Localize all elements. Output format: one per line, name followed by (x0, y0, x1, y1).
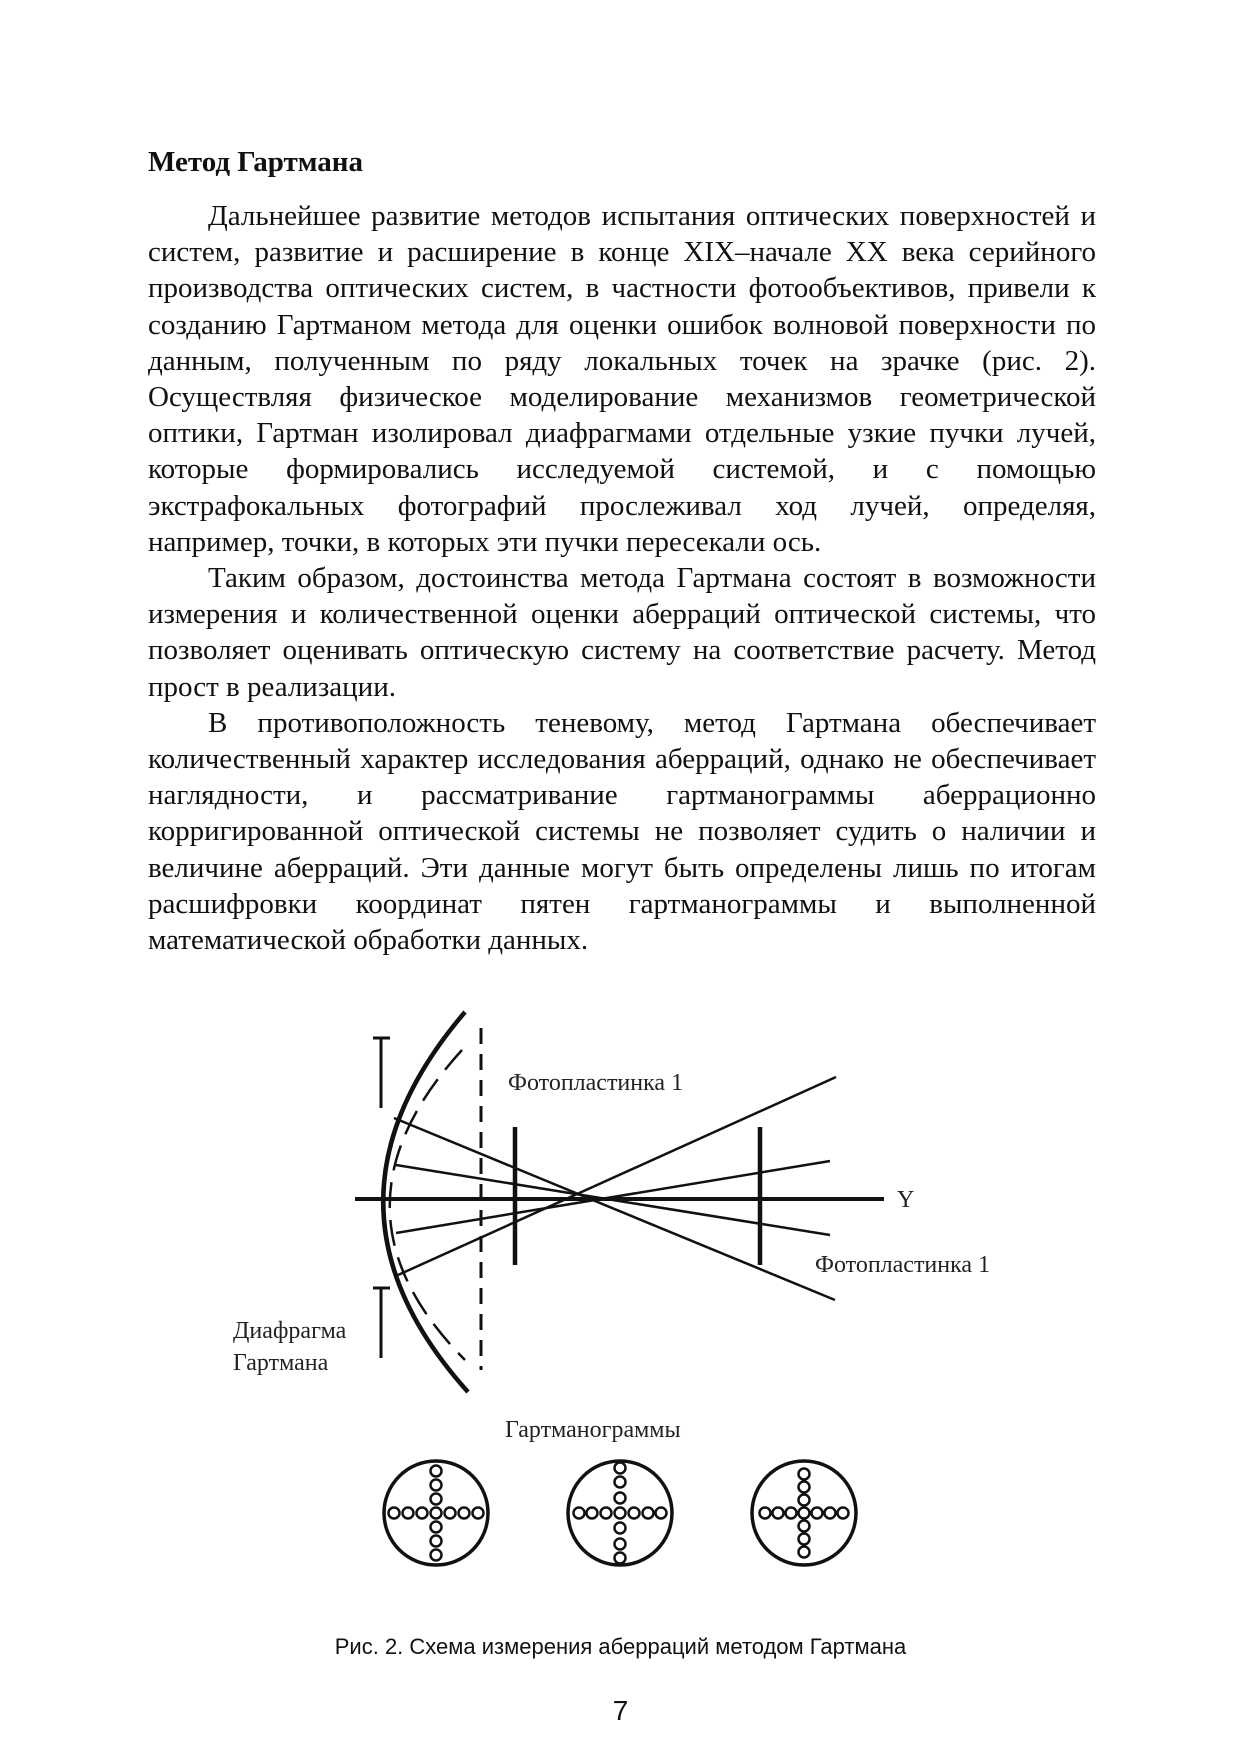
spot (799, 1534, 810, 1545)
spot (799, 1482, 810, 1493)
mirror-arc (383, 1012, 468, 1392)
spot (615, 1463, 626, 1474)
spot (799, 1495, 810, 1506)
spot (459, 1508, 470, 1519)
spot (403, 1508, 414, 1519)
spot (615, 1523, 626, 1534)
spot (431, 1508, 442, 1519)
spot (615, 1508, 626, 1519)
spot (431, 1522, 442, 1533)
hartmanogram-3 (752, 1461, 856, 1565)
spot (615, 1493, 626, 1504)
spot (799, 1547, 810, 1558)
spot (838, 1508, 849, 1519)
hartmanogram-1 (384, 1461, 488, 1565)
page-number: 7 (612, 1695, 629, 1726)
spot (760, 1508, 771, 1519)
spot (799, 1469, 810, 1480)
spot (389, 1508, 400, 1519)
spot (629, 1508, 640, 1519)
label-photoplate-top: Фотопластинка 1 (508, 1070, 684, 1096)
wavefront-dashed-arc (390, 1050, 465, 1360)
spot (601, 1508, 612, 1519)
spot (773, 1508, 784, 1519)
label-photoplate-right: Фотопластинка 1 (815, 1252, 991, 1278)
spot (643, 1508, 654, 1519)
spot (473, 1508, 484, 1519)
spot (574, 1508, 585, 1519)
spot (431, 1550, 442, 1561)
spot (431, 1494, 442, 1505)
spot (825, 1508, 836, 1519)
paragraph-3: В противоположность теневому, метод Гартмана обеспечивает количественный характер исследования аберраций, однако не обеспечивает наглядности, и рассматривание гартманограммы аберрационно корригированной оптической системы не позволяет судить о наличии и величине аберраций. Эти данные могут быть определены лишь по итогам расшифровки координат пятен гартманограммы и выполненной математической обработки данных. (148, 706, 1096, 957)
paragraph-1: Дальнейшее развитие методов испытания оптических поверхностей и систем, развитие и расширение в конце XIX–начале XX века серийного производства оптических систем, в частности фотообъективов, привели к созданию Гартманом метода для оценки ошибок волновой поверхности по данным, полученным по ряду локальных точек на зрачке (рис. 2). Осуществляя физическое моделирование механизмов геометрической оптики, Гартман изолировал диафрагмами отдельные узкие пучки лучей, которые формировались исследуемой системой, и с помощью экстрафокальных фотографий прослеживал ход лучей, определяя, например, точки, в которых эти пучки пересекали ось. (148, 200, 1096, 558)
spot (799, 1508, 810, 1519)
label-hartmanograms: Гартманограммы (505, 1417, 681, 1443)
spot (799, 1521, 810, 1532)
spot (615, 1553, 626, 1564)
label-diaphragm-line2: Гартмана (233, 1350, 329, 1376)
paragraph-2: Таким образом, достоинства метода Гартмана состоят в возможности измерения и количественной оценки аберраций оптической системы, что позволяет оценивать оптическую систему на соответствие расчету. Метод прост в реализации. (148, 562, 1096, 703)
ray-outer-upper (394, 1118, 835, 1300)
figure-caption: Рис. 2. Схема измерения аберраций методом Гартмана (334, 1634, 907, 1659)
hartmanogram-2 (568, 1461, 672, 1565)
spot (431, 1466, 442, 1477)
label-diaphragm-line1: Диафрагма (233, 1318, 347, 1344)
section-heading: Метод Гартмана (148, 146, 363, 178)
spot (615, 1477, 626, 1488)
spot (615, 1539, 626, 1550)
label-axis-y: Y (897, 1187, 915, 1213)
spot (656, 1508, 667, 1519)
spot (812, 1508, 823, 1519)
spot (786, 1508, 797, 1519)
spot (587, 1508, 598, 1519)
spot (445, 1508, 456, 1519)
hartmanogram-3-disc (752, 1461, 856, 1565)
spot (417, 1508, 428, 1519)
spot (431, 1536, 442, 1547)
spot (431, 1480, 442, 1491)
